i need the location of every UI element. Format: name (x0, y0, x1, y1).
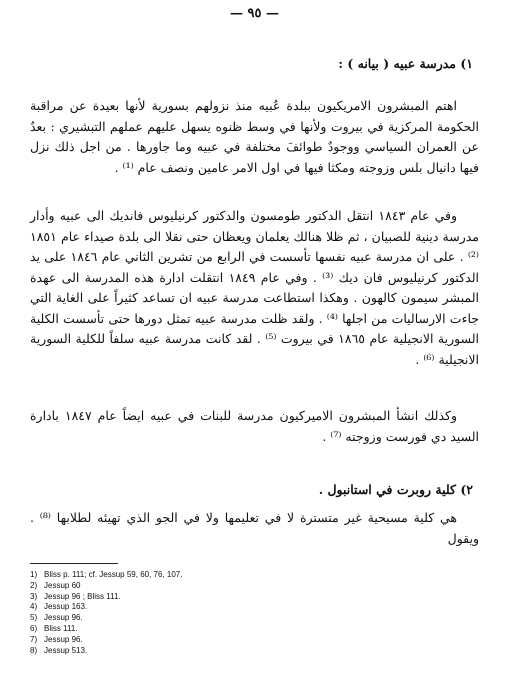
footnote-number: 4) (30, 602, 38, 612)
footnote-item (30, 635, 490, 646)
footnote-text: Jessup 163. (44, 602, 88, 612)
page-number: — ٩٥ — (229, 6, 280, 21)
footnote-number: 6) (30, 623, 38, 633)
footnote-item (30, 646, 490, 657)
footnote-number: 8) (30, 645, 38, 655)
footnote-number: 2) (30, 580, 38, 590)
footnote-divider (30, 563, 118, 564)
footnote-text: Bliss p. 111; cf. Jessup 59, 60, 76, 107. (44, 570, 183, 579)
footnote-text: Jessup 96. (44, 634, 83, 644)
footnote-number: 1) (30, 570, 38, 579)
paragraph-girls-school: وكذلك انشأ المبشرون الاميركيون مدرسة للبنات في عبيه ايضاً عام ١٨٤٧ بادارة السيد دي فورست وزوجته ⁽⁷⁾ . (30, 408, 479, 444)
footnote-text: Jessup 60 (44, 580, 81, 590)
footnote-number: 7) (30, 634, 38, 644)
footnote-item (30, 592, 490, 603)
footnote-number: 3) (30, 591, 38, 601)
footnote-item (30, 624, 490, 635)
paragraph-robert-college: هي كلية مسيحية غير متسترة لا في تعليمها ولا في الجو الذي تهيئه لطلابها ⁽⁸⁾ . ويقول (30, 510, 479, 546)
footnote-number: 5) (30, 613, 38, 623)
footnote-text: Jessup 96 ; Bliss 111. (44, 591, 121, 601)
section-heading-robert-college: ٢) كلية روبرت في استانبول . (318, 482, 473, 497)
footnote-item (30, 581, 490, 592)
section-heading-abeih-school: ١) مدرسة عبيه ( بيانه ) : (338, 56, 473, 71)
footnote-item (30, 613, 490, 624)
footnote-item (30, 570, 490, 581)
footnote-text: Bliss 111. (44, 623, 78, 633)
footnote-text: Jessup 513. (44, 645, 88, 655)
footnote-text: Jessup 96. (44, 613, 83, 623)
footnote-list (30, 570, 490, 656)
paragraph-abeih-intro: اهتم المبشرون الامريكيون ببلدة عُبيه منذ نزولهم بسورية لأنها بعيدة عن مراقبة الحكومة المركزية في بيروت ولأنها في وسط ظنوه يسهل عليهم عملهم التبشيري : بعدٌ عن العمران السياسي ووجودٌ طوائفَ مختلفة في عبيه وما جاورها . من اجل ذلك نزل فيها دانيال بلس وزوجته ومكثا فيها في اول الامر عامين ونصف عام ⁽¹⁾ . (30, 98, 479, 175)
footnote-item (30, 602, 490, 613)
paragraph-abeih-history: وفي عام ١٨٤٣ انتقل الدكتور طومسون والدكتور كرنيليوس فانديك الى عبيه وأدار مدرسة دينية للصبيان ، ثم ظلا هنالك يعلمان ويعظان حتى نقلا الى بلدة صيداء عام ١٨٥١ ⁽²⁾ . على ان مدرسة عبيه نفسها تأسست في الرابع من تشرين الثاني عام ١٨٤٦ على يد الدكتور كرنيليوس فان ديك ⁽³⁾ . وفي عام ١٨٤٩ انتقلت ادارة هذه المدرسة الى عهدة المبشر سيمون كالهون . وهكذا استطاعت مدرسة عبيه ان تساعد كثيراً على الغاية التي جاءت الارساليات من اجلها ⁽⁴⁾ . ولقد ظلت مدرسة عبيه تمثل دورها حتى تأسست الكلية السورية الانجيلية عام ١٨٦٥ في بيروت ⁽⁵⁾ . لقد كانت مدرسة عبيه سلفاً للكلية السورية الانجيلية ⁽⁶⁾ . (30, 208, 479, 367)
